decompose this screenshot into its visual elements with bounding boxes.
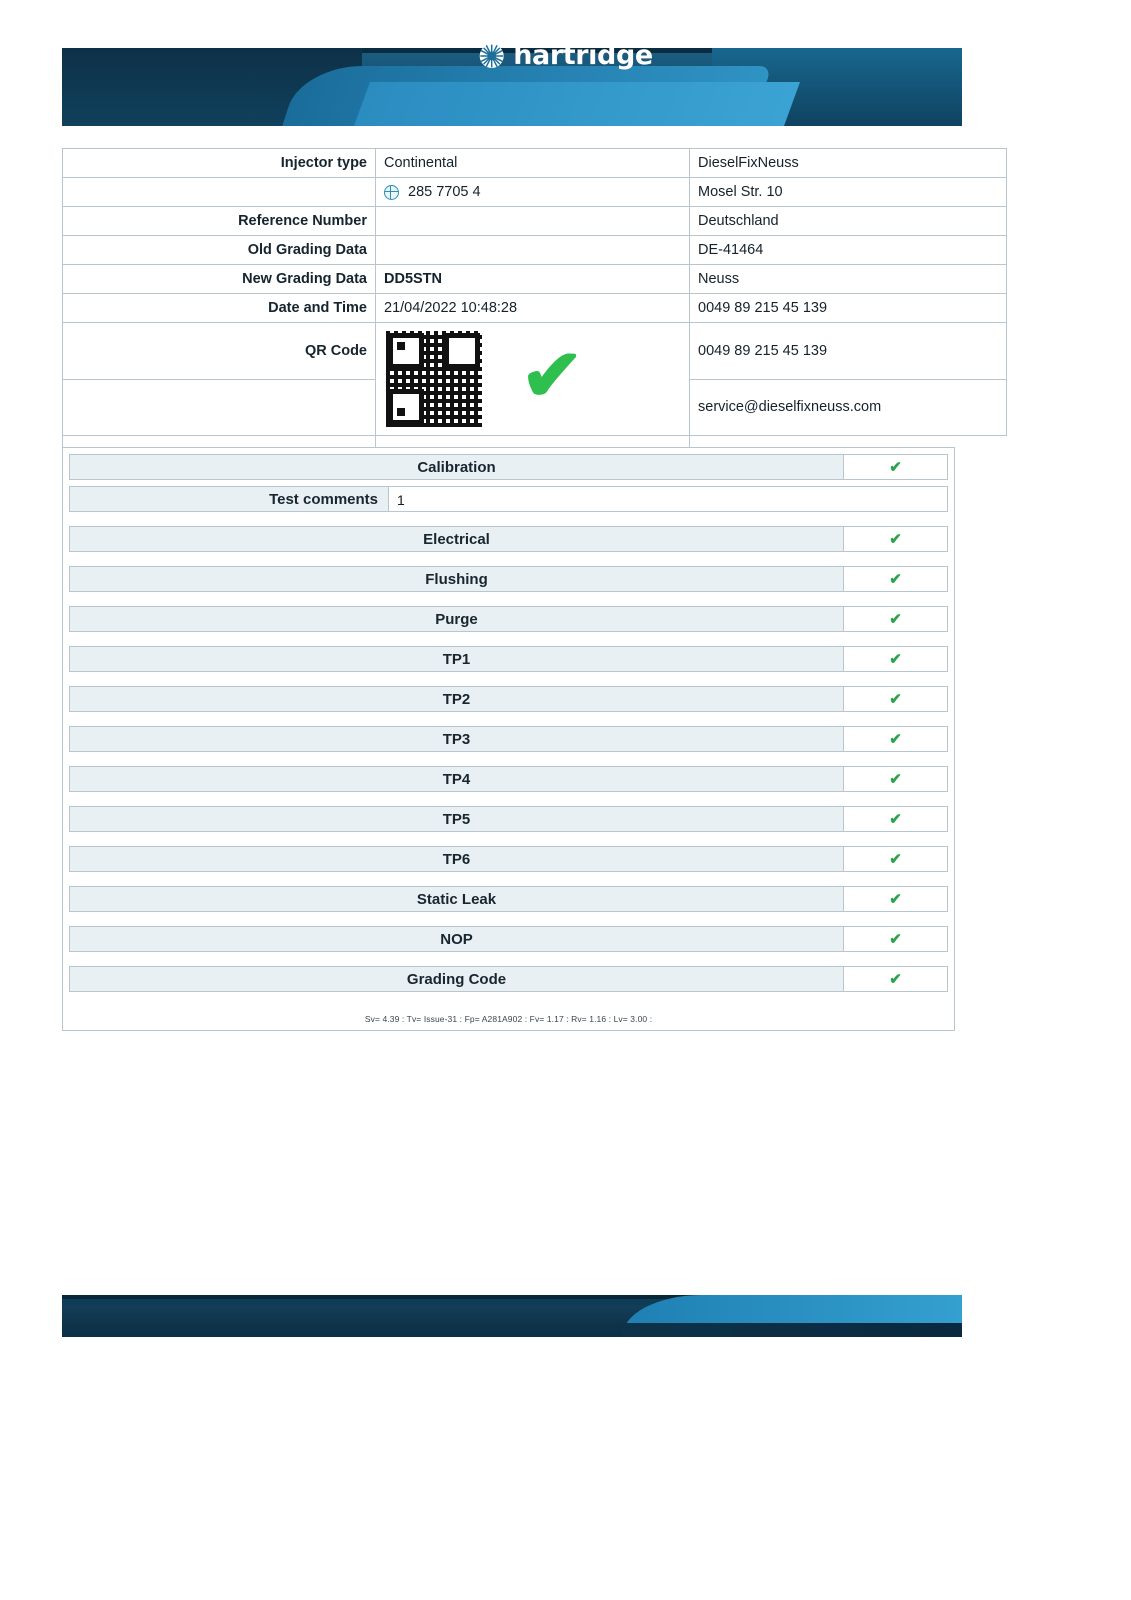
- test-comments-value: 1: [389, 486, 948, 512]
- customer-phone-1: 0049 89 215 45 139: [690, 294, 1007, 323]
- info-table-wrapper: [62, 148, 955, 493]
- status-badge: ✔: [844, 766, 948, 792]
- table-row: [63, 236, 1007, 265]
- label-qr-code: QR Code: [63, 323, 376, 380]
- result-row-electrical: [69, 526, 948, 552]
- spacer: [63, 912, 954, 926]
- spacer: [63, 632, 954, 646]
- software-version-note: Sv= 4.39 : Tv= Issue-31 : Fp= A281A902 : Fv= 1.17 : Rv= 1.16 : Lv= 3.00 :: [364, 1014, 653, 1024]
- test-comments-label: Test comments: [69, 486, 389, 512]
- spacer: [63, 512, 954, 526]
- status-badge: ✔: [844, 606, 948, 632]
- table-row: [63, 294, 1007, 323]
- status-badge: ✔: [844, 846, 948, 872]
- spacer: [63, 992, 954, 1006]
- section-title: Calibration: [69, 454, 844, 480]
- spacer: [63, 592, 954, 606]
- customer-phone-2: 0049 89 215 45 139: [690, 323, 1007, 380]
- brand-name: hartridge: [513, 40, 653, 71]
- spacer: [63, 872, 954, 886]
- label-injector-type: Injector type: [63, 149, 376, 178]
- spacer: [63, 952, 954, 966]
- section-title: TP1: [69, 646, 844, 672]
- section-title: Flushing: [69, 566, 844, 592]
- status-badge: ✔: [844, 566, 948, 592]
- globe-icon: [384, 185, 399, 200]
- section-title: Static Leak: [69, 886, 844, 912]
- section-title: TP2: [69, 686, 844, 712]
- section-title: TP6: [69, 846, 844, 872]
- result-row-grading-code: [69, 966, 948, 992]
- value-new-grading-data: DD5STN: [376, 265, 690, 294]
- spacer: [63, 552, 954, 566]
- status-badge: ✔: [844, 646, 948, 672]
- table-row: [63, 149, 1007, 178]
- label-blank-1: [63, 178, 376, 207]
- brand-logo: [478, 40, 653, 71]
- label-reference-number: Reference Number: [63, 207, 376, 236]
- customer-postcode: DE-41464: [690, 236, 1007, 265]
- result-row-tp3: [69, 726, 948, 752]
- section-title: TP5: [69, 806, 844, 832]
- status-badge: ✔: [844, 686, 948, 712]
- footer-shape-strip: [62, 1305, 682, 1327]
- section-title: TP4: [69, 766, 844, 792]
- result-row-tp2: [69, 686, 948, 712]
- status-badge: ✔: [844, 966, 948, 992]
- customer-city: Neuss: [690, 265, 1007, 294]
- label-old-grading-data: Old Grading Data: [63, 236, 376, 265]
- result-row-purge: [69, 606, 948, 632]
- value-reference-number: [376, 207, 690, 236]
- test-comments-row: [69, 486, 948, 512]
- value-date-and-time: 21/04/2022 10:48:28: [376, 294, 690, 323]
- status-badge: ✔: [844, 454, 948, 480]
- pass-check-icon: ✔: [520, 336, 584, 416]
- section-title: Purge: [69, 606, 844, 632]
- spacer: [63, 832, 954, 846]
- qr-eye-dot-tl: [397, 342, 405, 350]
- value-old-grading-data: [376, 236, 690, 265]
- status-badge: ✔: [844, 726, 948, 752]
- value-injector-part-number: [376, 178, 690, 207]
- result-row-flushing: [69, 566, 948, 592]
- customer-country: Deutschland: [690, 207, 1007, 236]
- result-row-nop: [69, 926, 948, 952]
- result-row-tp4: [69, 766, 948, 792]
- table-row: [63, 207, 1007, 236]
- label-date-and-time: Date and Time: [63, 294, 376, 323]
- spacer: [63, 712, 954, 726]
- part-number-text: 285 7705 4: [408, 184, 481, 200]
- table-row: [63, 323, 1007, 380]
- value-injector-type: Continental: [376, 149, 690, 178]
- customer-name: DieselFixNeuss: [690, 149, 1007, 178]
- section-title: NOP: [69, 926, 844, 952]
- status-badge: ✔: [844, 926, 948, 952]
- result-row-calibration: [69, 454, 948, 480]
- gear-icon: [478, 43, 504, 69]
- table-row: [63, 178, 1007, 207]
- section-title: Grading Code: [69, 966, 844, 992]
- result-row-tp6: [69, 846, 948, 872]
- qr-code-icon: [386, 331, 482, 427]
- footer-banner: [62, 1295, 962, 1337]
- label-new-grading-data: New Grading Data: [63, 265, 376, 294]
- spacer: [63, 792, 954, 806]
- qr-eye-dot-bl: [397, 408, 405, 416]
- result-row-static-leak: [69, 886, 948, 912]
- results-table: [62, 447, 955, 1031]
- section-title: Electrical: [69, 526, 844, 552]
- spacer: [63, 752, 954, 766]
- table-row: [63, 265, 1007, 294]
- qr-eye-dot-tr: [463, 342, 471, 350]
- status-badge: ✔: [844, 886, 948, 912]
- spacer: [63, 672, 954, 686]
- footer-shape-dark: [622, 1323, 962, 1337]
- section-title: TP3: [69, 726, 844, 752]
- label-blank-2: [63, 379, 376, 436]
- status-badge: ✔: [844, 806, 948, 832]
- result-row-tp5: [69, 806, 948, 832]
- result-row-tp1: [69, 646, 948, 672]
- info-table: [62, 148, 1007, 493]
- customer-email: service@dieselfixneuss.com: [690, 379, 1007, 436]
- qr-code-cell: [376, 323, 690, 436]
- qr-eye-bottom-left: [388, 389, 424, 425]
- header-shape-light: [354, 82, 800, 126]
- status-badge: ✔: [844, 526, 948, 552]
- customer-street: Mosel Str. 10: [690, 178, 1007, 207]
